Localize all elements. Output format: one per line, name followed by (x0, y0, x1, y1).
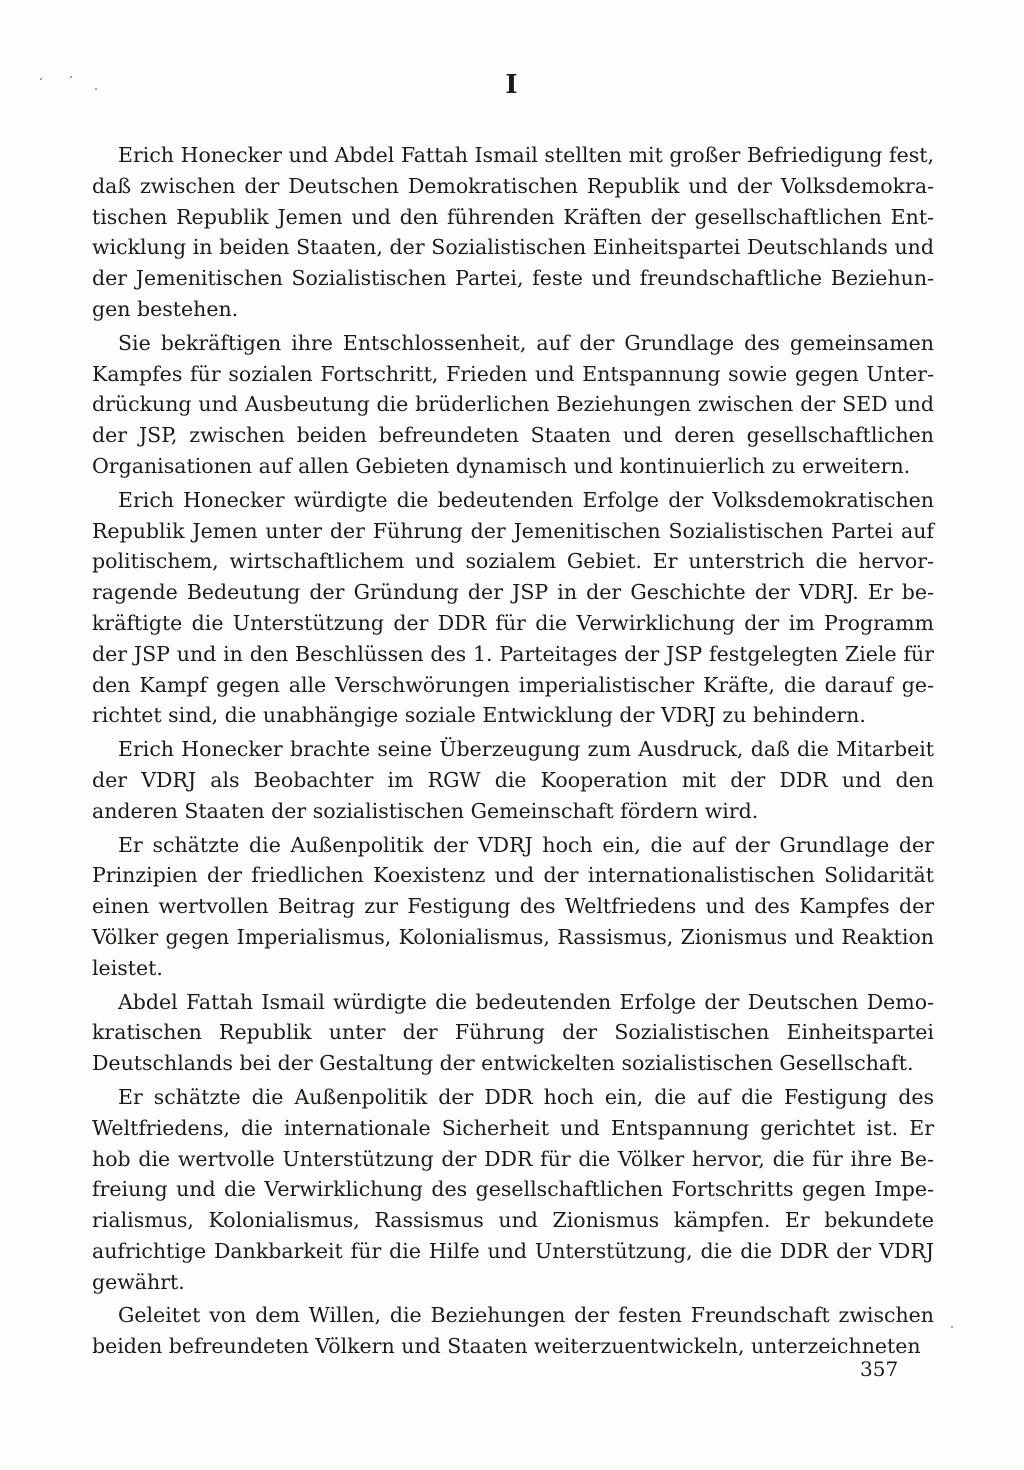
scan-speck (951, 1326, 953, 1328)
paragraph-4: Erich Honecker brachte seine Überzeugung zum Ausdruck, daß die Mitarbeit der VDRJ als Beobachter im RGW die Kooperation mit der DDR und den anderen Staaten der sozialistischen Gemeinschaft fördern wird. (92, 737, 934, 823)
paragraph-5: Er schätzte die Außenpolitik der VDRJ hoch ein, die auf der Grundlage der Prinzipien der friedlichen Koexistenz und der internationalistischen Solidarität einen wertvollen Beitrag zur Festigung des Weltfriedens und des Kampfes der Völker gegen Imperialismus, Kolonialismus, Rassismus, Zionismus und Reaktion leistet. (92, 832, 934, 980)
paragraph-6: Abdel Fattah Ismail würdigte die bedeutenden Erfolge der Deutschen Demokratischen Republik unter der Führung der Sozialistischen Einheitspartei Deutschlands bei der Gestaltung der entwickelten sozialistischen Gesellschaft. (92, 989, 934, 1076)
paragraph-1: Erich Honecker und Abdel Fattah Ismail stellten mit großer Befriedigung fest, daß zwischen der Deutschen Demokratischen Republik und der Volksdemokratischen Republik Jemen und den führenden Kräften der gesellschaftlichen Entwicklung in beiden Staaten, der Sozialistischen Einheitspartei Deutschlands und der Jemenitischen Sozialistischen Partei, feste und freundschaftliche Beziehungen bestehen. (92, 143, 934, 321)
paragraph-7: Er schätzte die Außenpolitik der DDR hoch ein, die auf die Festigung des Weltfriedens, die internationale Sicherheit und Entspannung gerichtet ist. Er hob die wertvolle Unterstützung der DDR für die Völker hervor, die für ihre Befreiung und die Verwirklichung des gesellschaftlichen Fortschritts gegen Imperialismus, Kolonialismus, Rassismus und Zionismus kämpfen. Er bekundete aufrichtige Dankbarkeit für die Hilfe und Unterstützung, die die DDR der VDRJ gewährt. (92, 1084, 934, 1294)
paragraph-3: Erich Honecker würdigte die bedeutenden Erfolge der Volksdemokratischen Republik Jemen unter der Führung der Jemenitischen Sozialistischen Partei auf politischem, wirtschaftlichem und sozialem Gebiet. Er unterstrich die hervorragende Bedeutung der Gründung der JSP in der Geschichte der VDRJ. Er bekräftigte die Unterstützung der DDR für die Verwirklichung der im Programm der JSP und in den Beschlüssen des 1. Parteitages der JSP festgelegten Ziele für den Kampf gegen alle Verschwörungen imperialistischer Kräfte, die darauf gerichtet sind, die unabhängige soziale Entwicklung der VDRJ zu behindern. (92, 487, 934, 728)
body-text (92, 140, 934, 1365)
page-number: 357 (860, 1357, 899, 1381)
section-numeral: I (505, 70, 519, 100)
paragraph-2: Sie bekräftigen ihre Entschlossenheit, auf der Grundlage des gemeinsamen Kampfes für sozialen Fortschritt, Frieden und Entspannung sowie gegen Unterdrückung und Ausbeutung die brüderlichen Beziehungen zwischen der SED und der JSP, zwischen beiden befreundeten Staaten und deren gesellschaftlichen Organisationen auf allen Gebieten dynamisch und kontinuierlich zu erweitern. (92, 330, 934, 478)
paragraph-8: Geleitet von dem Willen, die Beziehungen der festen Freundschaft zwischen beiden befreundeten Völkern und Staaten weiterzuentwickeln, unterzeichneten (92, 1303, 934, 1359)
